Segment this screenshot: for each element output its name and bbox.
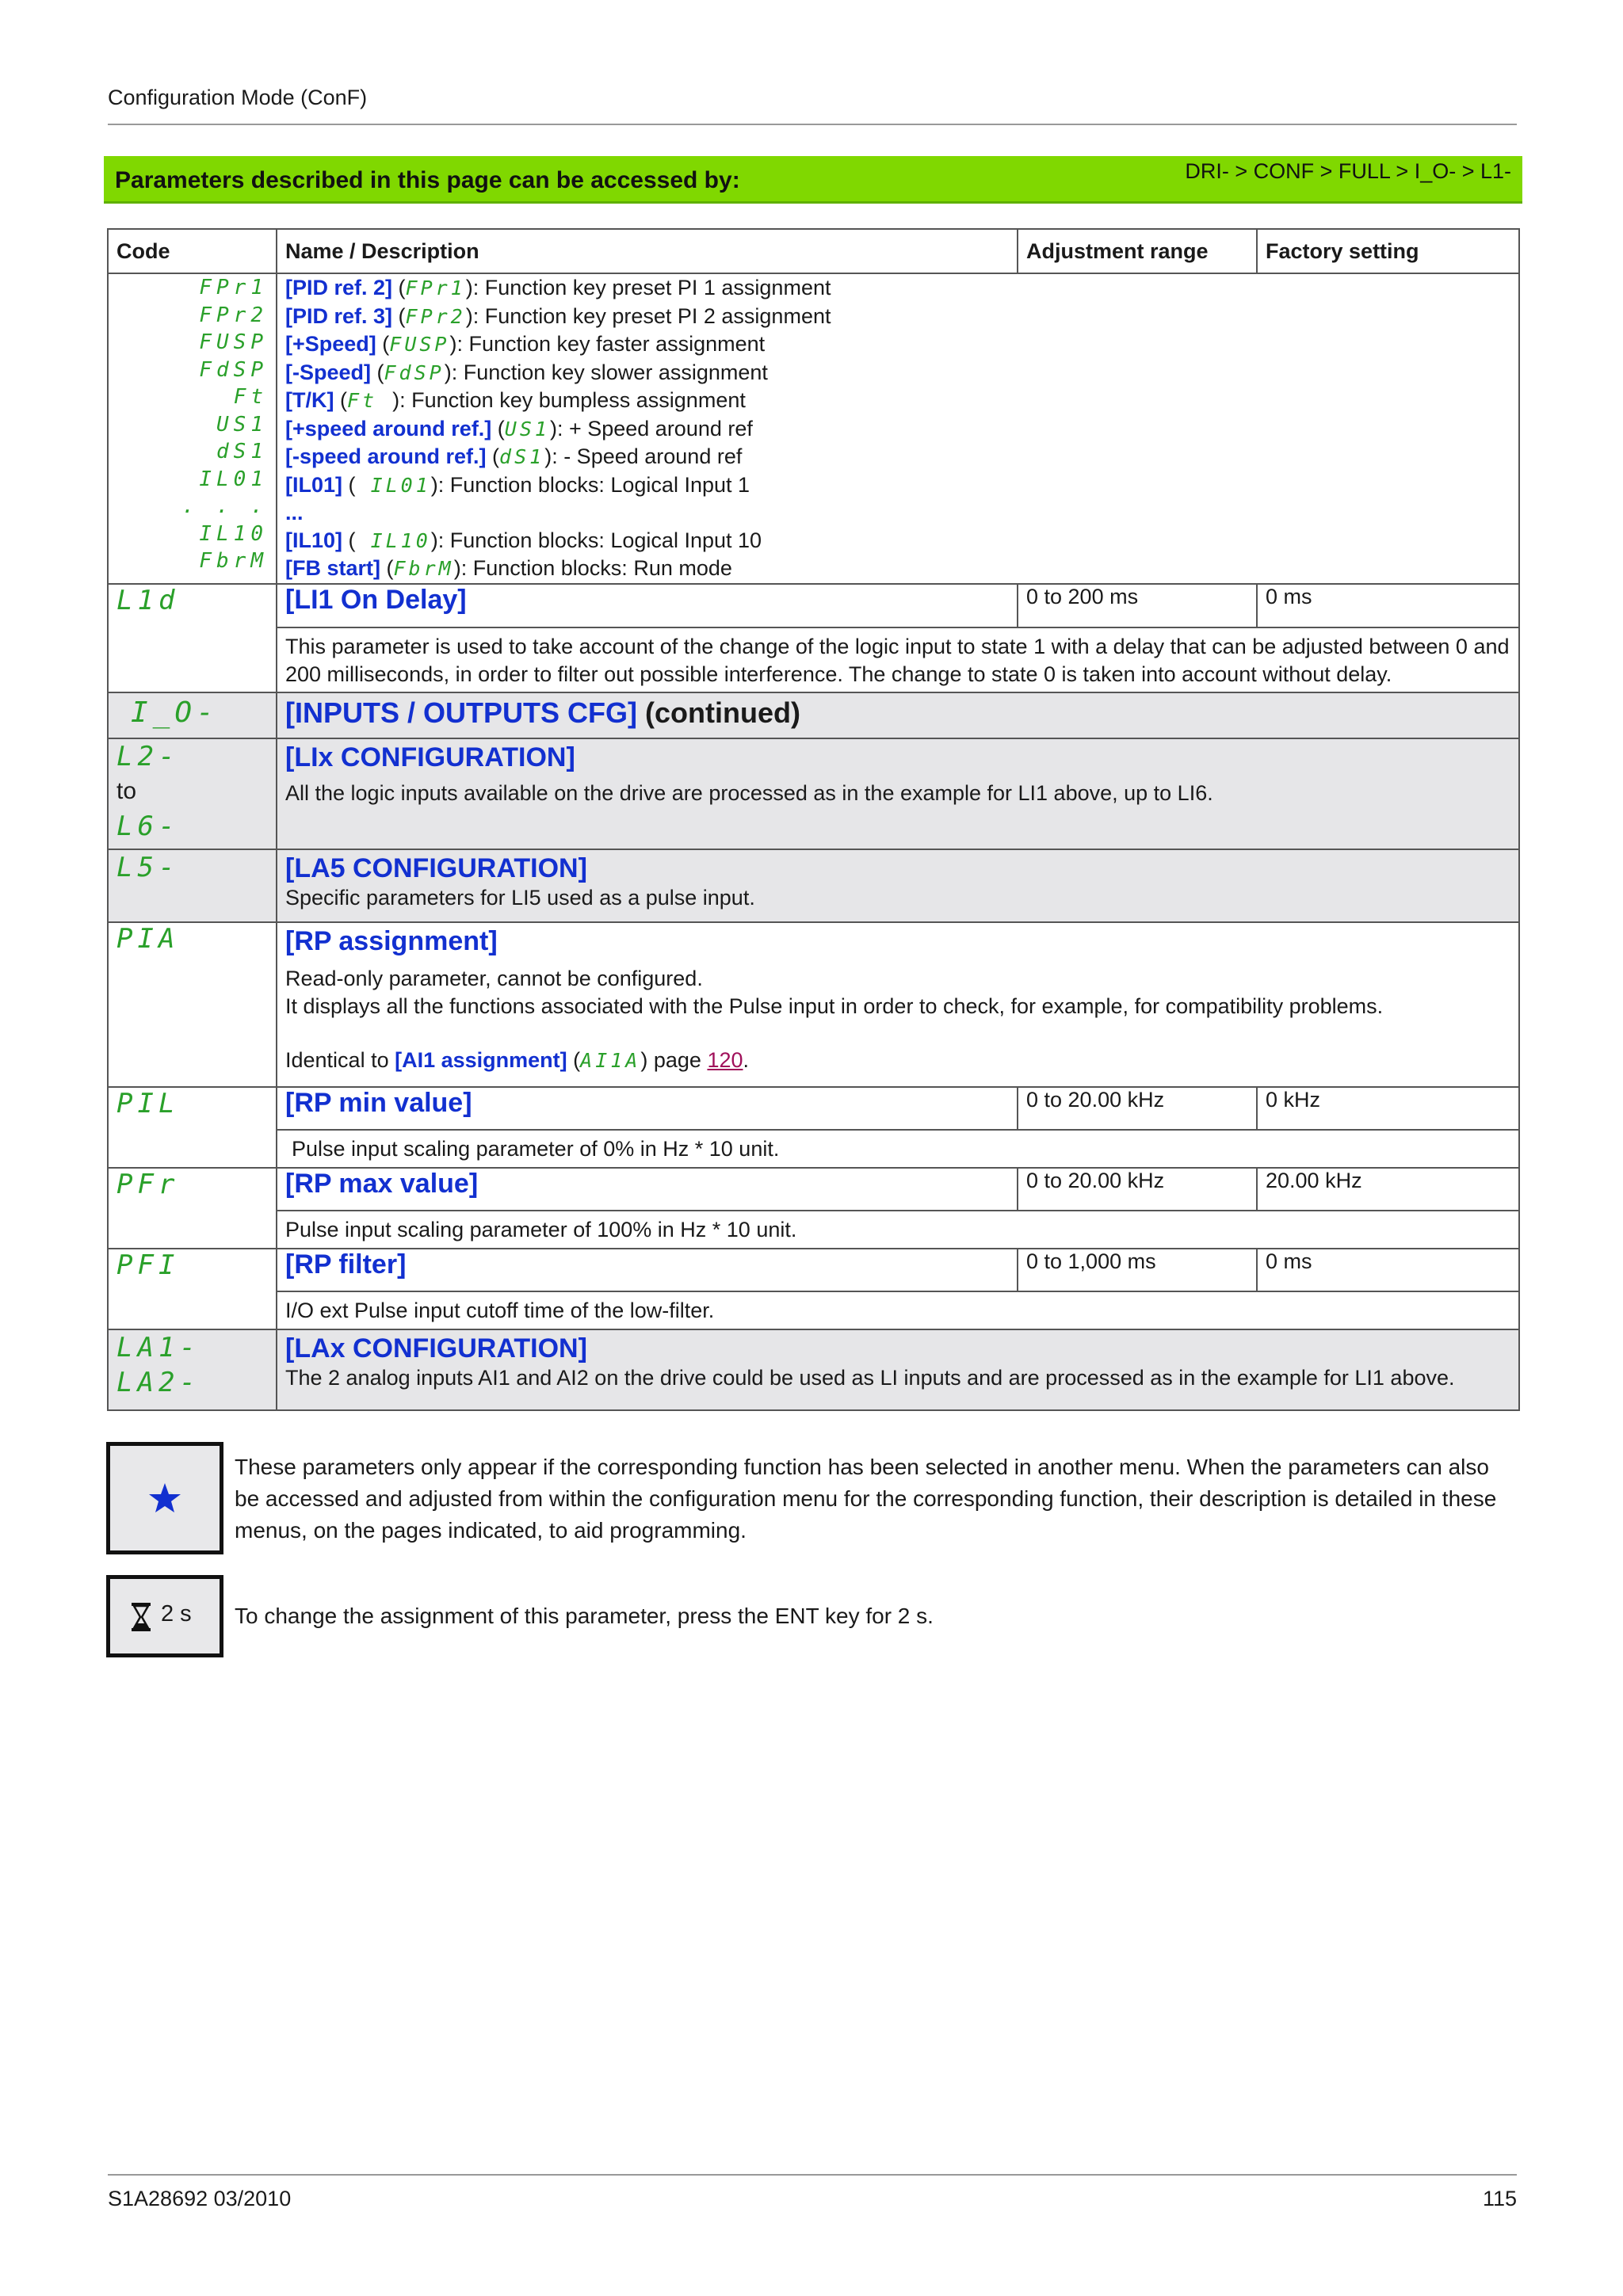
code-l6: L6- <box>116 810 180 842</box>
assignment-descriptions <box>277 273 1519 584</box>
list-item: [PID ref. 3] (FPr2): Function key preset PI 2 assignment <box>285 303 831 328</box>
io-section-title: [INPUTS / OUTPUTS CFG] (continued) <box>277 692 1519 738</box>
rp-filter-desc: I/O ext Pulse input cutoff time of the low-filter. <box>277 1291 1519 1329</box>
assignment-codes <box>108 273 277 584</box>
code-fpr2: FPr2 <box>199 303 268 327</box>
lix-code-cell <box>108 738 277 849</box>
rp-max-row <box>108 1168 1519 1211</box>
code-fusp: FUSP <box>199 330 268 354</box>
rp-assignment-desc2: It displays all the functions associated with the Pulse input in order to check, for example, for compatibility problems. <box>285 994 1384 1018</box>
la5-config-title: [LA5 CONFIGURATION] <box>285 852 587 883</box>
rp-min-desc: Pulse input scaling parameter of 0% in Hz * 10 unit. <box>277 1130 1519 1168</box>
code-io: I_O- <box>108 692 277 738</box>
code-pfi: PFI <box>108 1249 277 1329</box>
li1-on-delay-factory: 0 ms <box>1257 584 1519 627</box>
rp-assignment-content <box>277 922 1519 1087</box>
rp-assignment-title: [RP assignment] <box>285 925 498 956</box>
document-reference: S1A28692 03/2010 <box>108 2187 292 2210</box>
rp-min-factory: 0 kHz <box>1257 1087 1519 1130</box>
list-item: [IL10] ( IL10): Function blocks: Logical Input 10 <box>285 528 762 552</box>
code-us1: US1 <box>216 412 268 437</box>
code-ft: Ft <box>233 385 268 409</box>
lax-config-content <box>277 1329 1519 1410</box>
access-path-bar <box>104 156 1522 204</box>
hourglass-note-text: To change the assignment of this parameter, press the ENT key for 2 s. <box>235 1604 934 1628</box>
header-divider <box>108 124 1517 125</box>
li1-on-delay-range: 0 to 200 ms <box>1018 584 1257 627</box>
code-pfr: PFr <box>108 1168 277 1249</box>
rp-min-range: 0 to 20.00 kHz <box>1018 1087 1257 1130</box>
rp-max-range: 0 to 20.00 kHz <box>1018 1168 1257 1211</box>
col-header-range: Adjustment range <box>1018 229 1257 273</box>
lax-config-title: [LAx CONFIGURATION] <box>285 1333 587 1363</box>
col-header-code: Code <box>108 229 277 273</box>
list-item: [-Speed] (FdSP): Function key slower assignment <box>285 360 768 384</box>
function-key-assignment-row <box>108 273 1519 584</box>
code-ds1: dS1 <box>216 440 268 463</box>
lax-config-row <box>108 1329 1519 1410</box>
rp-min-row <box>108 1087 1519 1130</box>
rp-filter-range: 0 to 1,000 ms <box>1018 1249 1257 1291</box>
list-item: [FB start] (FbrM): Function blocks: Run mode <box>285 556 732 580</box>
code-fbrm: FbrM <box>199 549 268 573</box>
li1-on-delay-row <box>108 584 1519 627</box>
li1-on-delay-desc: This parameter is used to take account of the change of the logic input to state 1 with a delay that can be adjusted between 0 and 200 milliseconds, in order to filter out possible interference. The change to state 0 is taken into account without delay. <box>277 627 1519 692</box>
list-item: [+speed around ref.] (US1): + Speed around ref <box>285 416 753 441</box>
page-120-link[interactable]: 120 <box>707 1047 743 1072</box>
rp-assignment-row <box>108 922 1519 1087</box>
rp-max-desc-row <box>108 1211 1519 1249</box>
access-label: Parameters described in this page can be accessed by: <box>115 167 740 193</box>
hourglass-icon <box>121 1579 161 1653</box>
code-l2: L2- <box>116 740 180 772</box>
col-header-factory: Factory setting <box>1257 229 1519 273</box>
code-la2: LA2- <box>116 1366 200 1398</box>
footer-divider <box>108 2174 1517 2176</box>
rp-min-title: [RP min value] <box>277 1087 1018 1130</box>
to-label: to <box>116 777 137 804</box>
lix-config-content <box>277 738 1519 849</box>
code-l1d: L1d <box>108 584 277 692</box>
li1-on-delay-desc-row <box>108 627 1519 692</box>
star-note-box <box>106 1442 223 1554</box>
rp-filter-desc-row <box>108 1291 1519 1329</box>
col-header-name: Name / Description <box>277 229 1018 273</box>
la5-config-content <box>277 849 1519 922</box>
list-item: ... <box>285 501 304 524</box>
rp-max-desc: Pulse input scaling parameter of 100% in Hz * 10 unit. <box>277 1211 1519 1249</box>
table-header-row <box>108 229 1519 273</box>
rp-assignment-identical: Identical to [AI1 assignment] (AI1A) page 120. <box>285 1047 750 1072</box>
la5-config-desc: Specific parameters for LI5 used as a pulse input. <box>285 885 755 910</box>
star-note-text: These parameters only appear if the corresponding function has been selected in another menu. When the parameters can also be accessed and adjusted from within the configuration menu for the corresponding function, their description is detailed in these menus, on the pages indicated, to aid programming. <box>235 1455 1497 1543</box>
io-section-row <box>108 692 1519 738</box>
lix-config-row <box>108 738 1519 849</box>
code-pil: PIL <box>108 1087 277 1168</box>
menu-path: DRI- > CONF > FULL > I_O- > L1- <box>1185 159 1511 183</box>
lax-config-desc: The 2 analog inputs AI1 and AI2 on the drive could be used as LI inputs and are processed as in the example for LI1 above. <box>285 1365 1455 1390</box>
rp-max-factory: 20.00 kHz <box>1257 1168 1519 1211</box>
lix-config-desc: All the logic inputs available on the drive are processed as in the example for LI1 above, up to LI6. <box>285 780 1213 805</box>
code-ellipsis: . . . <box>181 494 268 518</box>
lix-config-title: [LIx CONFIGURATION] <box>285 742 575 772</box>
page-header-title: Configuration Mode (ConF) <box>108 86 368 109</box>
la5-config-row <box>108 849 1519 922</box>
code-l5: L5- <box>116 851 180 883</box>
lax-code-cell <box>108 1329 277 1410</box>
rp-filter-factory: 0 ms <box>1257 1249 1519 1291</box>
list-item: [PID ref. 2] (FPr1): Function key preset PI 1 assignment <box>285 276 831 299</box>
rp-filter-row <box>108 1249 1519 1291</box>
page-number: 115 <box>1482 2187 1517 2210</box>
code-fdsp: FdSP <box>199 357 268 382</box>
rp-assignment-desc1: Read-only parameter, cannot be configured. <box>285 966 703 990</box>
code-la1: LA1- <box>116 1331 200 1363</box>
hourglass-duration: 2 s <box>161 1601 192 1627</box>
rp-filter-title: [RP filter] <box>277 1249 1018 1291</box>
code-il10: IL10 <box>199 521 268 546</box>
rp-max-title: [RP max value] <box>277 1168 1018 1211</box>
star-icon <box>110 1446 220 1550</box>
code-pia: PIA <box>108 922 277 1087</box>
code-fpr1: FPr1 <box>199 276 268 299</box>
li1-on-delay-title: [LI1 On Delay] <box>277 584 1018 627</box>
code-il01: IL01 <box>199 467 268 491</box>
parameter-table <box>107 228 1520 1411</box>
rp-min-desc-row <box>108 1130 1519 1168</box>
la5-code-cell <box>108 849 277 922</box>
list-item: [IL01] ( IL01): Function blocks: Logical Input 1 <box>285 472 750 497</box>
list-item: [+Speed] (FUSP): Function key faster assignment <box>285 332 766 356</box>
hourglass-note-box <box>106 1575 223 1657</box>
list-item: [T/K] (Ft ): Function key bumpless assignment <box>285 388 746 412</box>
list-item: [-speed around ref.] (dS1): - Speed around ref <box>285 444 743 468</box>
